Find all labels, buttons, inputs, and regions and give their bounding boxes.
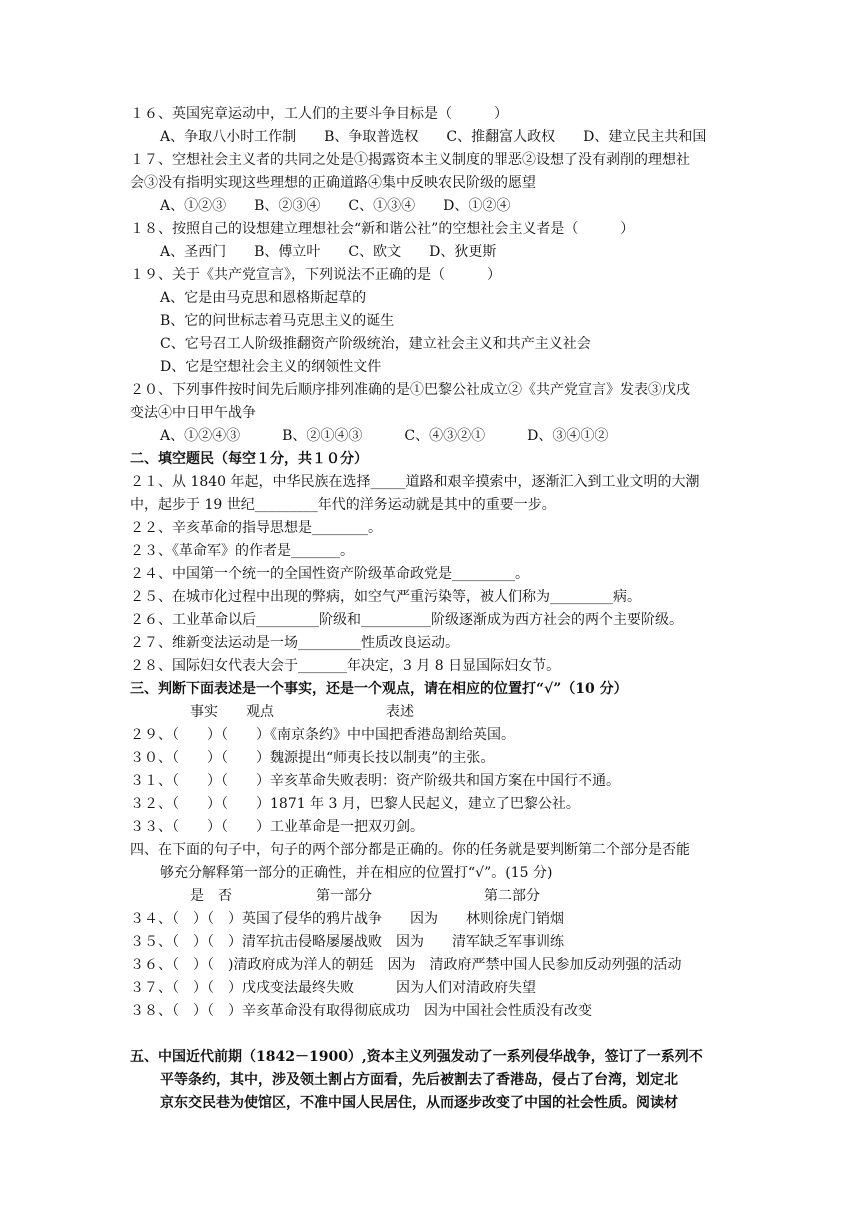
section-4-heading-cont: 够充分解释第一部分的正确性，并在相应的位置打“√”。(15 分) (160, 865, 553, 881)
question-23: ２３、《革命军》的作者是_______。 (130, 543, 354, 559)
q16-options: A、争取八小时工作制 B、争取普选权 C、推翻富人政权 D、建立民主共和国 (160, 129, 707, 145)
q19-option-d: D、它是空想社会主义的纲领性文件 (160, 359, 382, 375)
q18-options: A、圣西门 B、傅立叶 C、欧文 D、狄更斯 (160, 244, 497, 260)
question-28: ２８、国际妇女代表大会于_______年决定，3 月 8 日显国际妇女节。 (130, 658, 561, 674)
question-19: １９、关于《共产党宣言》，下列说法不正确的是（ ） (130, 267, 501, 283)
section-4-heading: 四、在下面的句子中，句子的两个部分都是正确的。你的任务就是要判断第二个部分是否能 (130, 842, 690, 858)
question-36: ３６、（ ）（ )清政府成为洋人的朝廷 因为 清政府严禁中国人民参加反动列强的活动 (130, 957, 682, 973)
q17-options: A、①②③ B、②③④ C、①③④ D、①②④ (160, 198, 511, 214)
question-34: ３４、（ ）（ ）英国了侵华的鸦片战争 因为 林则徐虎门销烟 (130, 911, 564, 927)
question-27: ２７、维新变法运动是一场_________性质改良运动。 (130, 635, 459, 651)
section-4-column-headers: 是 否 第一部分 第二部分 (190, 888, 540, 904)
question-29: ２９、（ ）（ ）《南京条约》中中国把香港岛割给英国。 (130, 727, 515, 743)
question-30: ３０、（ ）（ ）魏源提出“师夷长技以制夷”的主张。 (130, 750, 495, 766)
question-21-cont: 中，起步于 19 世纪_________年代的洋务运动就是其中的重要一步。 (130, 497, 556, 513)
question-31: ３１、（ ）（ ）辛亥革命失败表明：资产阶级共和国方案在中国行不通。 (130, 773, 620, 789)
question-26: ２６、工业革命以后_________阶级和__________阶级逐渐成为西方社会的两个主要阶级。 (130, 612, 683, 628)
question-16: １６、英国宪章运动中，工人们的主要斗争目标是（ ） (130, 106, 508, 122)
question-20-cont: 变法④中日甲午战争 (130, 405, 256, 421)
section-3-column-headers: 事实 观点 表述 (190, 704, 414, 720)
section-5-text-2: 京东交民巷为使馆区，不准中国人民居住，从而逐步改变了中国的社会性质。阅读材 (160, 1095, 678, 1111)
question-17-cont: 会③没有指明实现这些理想的正确道路④集中反映农民阶级的愿望 (130, 175, 536, 191)
section-5-heading: 五、中国近代前期（1842－1900）,资本主义列强发动了一系列侵华战争，签订了一系列不 (130, 1049, 703, 1065)
question-20: ２０、下列事件按时间先后顺序排列准确的是①巴黎公社成立②《共产党宣言》发表③戊戌 (130, 382, 690, 398)
question-17: １７、空想社会主义者的共同之处是①揭露资本主义制度的罪恶②设想了没有剥削的理想社 (130, 152, 690, 168)
question-33: ３３、（ ）（ ）工业革命是一把双刃剑。 (130, 819, 424, 835)
question-37: ３７、（ ）（ ）戊戌变法最终失败 因为人们对清政府失望 (130, 980, 536, 996)
section-3-heading: 三、判断下面表述是一个事实，还是一个观点，请在相应的位置打“√”（10 分） (130, 681, 628, 697)
question-18: １８、按照自己的设想建立理想社会“新和谐公社”的空想社会主义者是（ ） (130, 221, 635, 237)
question-22: ２２、辛亥革命的指导思想是________。 (130, 520, 382, 536)
question-25: ２５、在城市化过程中出现的弊病，如空气严重污染等，被人们称为_________病。 (130, 589, 641, 605)
question-38: ３８、（ ）（ ）辛亥革命没有取得彻底成功 因为中国社会性质没有改变 (130, 1003, 592, 1019)
section-2-heading: 二、填空题民（每空１分，共１０分） (130, 451, 368, 467)
q19-option-c: C、它号召工人阶级推翻资产阶级统治，建立社会主义和共产主义社会 (160, 336, 591, 352)
question-35: ３５、（ ）（ ）清军抗击侵略屡屡战败 因为 清军缺乏军事训练 (130, 934, 564, 950)
q20-options: A、①②④③ B、②①④③ C、④③②① D、③④①② (160, 428, 609, 444)
question-32: ３２、（ ）（ ）1871 年 3 月，巴黎人民起义，建立了巴黎公社。 (130, 796, 580, 812)
q19-option-b: B、它的问世标志着马克思主义的诞生 (160, 313, 395, 329)
section-5-text-1: 平等条约，其中，涉及领土割占方面看，先后被割去了香港岛，侵占了台湾，划定北 (160, 1072, 678, 1088)
question-21: ２１、从 1840 年起，中华民族在选择_____道路和艰辛摸索中，逐渐汇入到工业文明的大潮 (130, 474, 700, 490)
q19-option-a: A、它是由马克思和恩格斯起草的 (160, 290, 367, 306)
question-24: ２４、中国第一个统一的全国性资产阶级革命政党是_________。 (130, 566, 529, 582)
